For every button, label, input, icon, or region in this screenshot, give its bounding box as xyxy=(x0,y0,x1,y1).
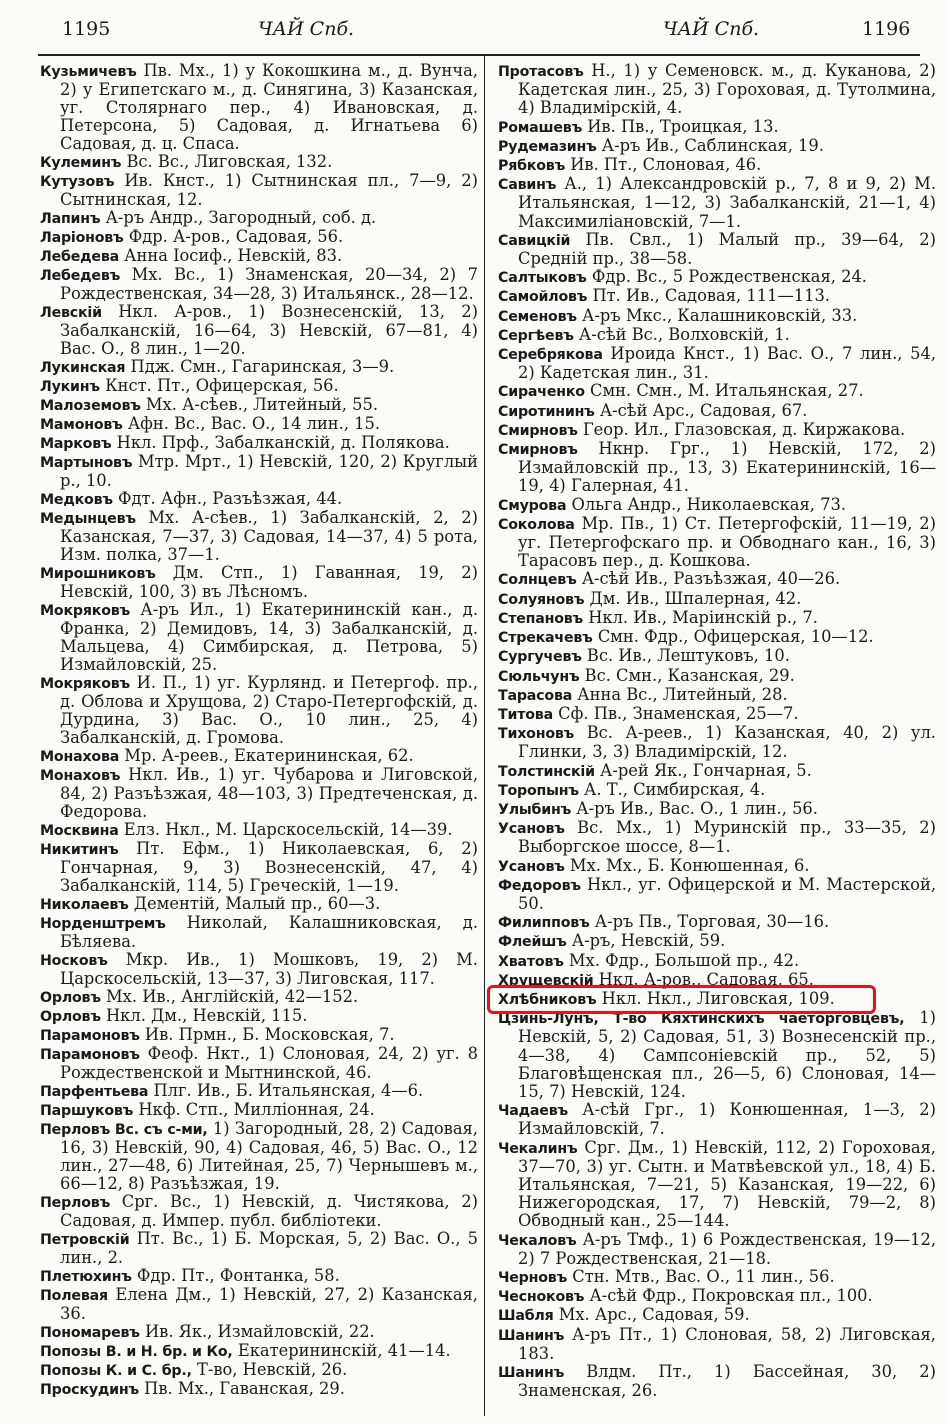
entry-address: А-сѣй Фдр., Покровская пл., 100. xyxy=(589,1286,873,1306)
column-divider xyxy=(484,56,485,1416)
entry-name: Улыбинъ xyxy=(498,801,572,818)
directory-entry xyxy=(498,667,936,686)
entry-name: Шабля xyxy=(498,1308,554,1325)
directory-entry xyxy=(498,876,936,913)
left-running-title: ЧАЙ Спб. xyxy=(258,18,355,40)
directory-entry xyxy=(40,303,478,358)
entry-address: Мх. Ив., Англійскій, 42—152. xyxy=(105,987,359,1006)
directory-entry xyxy=(40,415,478,434)
entry-name: Ромашевъ xyxy=(498,119,583,136)
directory-entry xyxy=(498,1268,936,1287)
entry-address: Нкл. Ив., 1) уг. Чубарова и Лиговской, 84, 2) Разъѣзжая, 48—103, 3) Предтеченская, д. Федорова. xyxy=(60,765,478,821)
entry-address: Пдж. Смн., Гагаринская, 3—9. xyxy=(130,357,395,376)
entry-name: Самойловъ xyxy=(498,289,588,306)
directory-entry xyxy=(40,1101,478,1120)
entry-address: Пт. Вс., 1) Б. Морская, 5, 2) Вас. О., 5 лин., 2. xyxy=(60,1229,478,1267)
directory-entry xyxy=(498,1101,936,1138)
directory-entry xyxy=(498,1363,936,1400)
entry-address: Ив. Прмн., Б. Московская, 7. xyxy=(144,1025,395,1044)
entry-address: А-сѣй Арс., Садовая, 67. xyxy=(599,400,808,420)
entry-name: Федоровъ xyxy=(498,877,581,894)
directory-entry xyxy=(498,156,936,175)
entry-address: А-ръ Ив., Вас. О., 1 лин., 56. xyxy=(576,798,818,818)
entry-name: Лукинъ xyxy=(40,379,100,395)
entry-address: А-сѣй Ив., Разъѣзжая, 40—26. xyxy=(581,569,841,589)
entry-address: Нкл. А-ров., 1) Вознесенскій, 13, 2) Забалканскій, 16—64, 3) Невскій, 67—81, 4) Вас. О., 8 лин., 1—20. xyxy=(60,302,478,358)
entry-address: Фдт. Афн., Разъѣзжая, 44. xyxy=(118,489,343,508)
entry-name: Рябковъ xyxy=(498,158,566,175)
entry-name: Смирновъ xyxy=(498,442,578,459)
entry-address: А. Т., Симбирская, 4. xyxy=(584,779,766,799)
directory-entry xyxy=(498,819,936,856)
entry-address: Вс. А-реев., 1) Казанская, 40, 2) ул. Глинки, 3, 3) Владимірскій, 12. xyxy=(518,723,936,762)
entry-address: Фдр. А-ров., Садовая, 56. xyxy=(128,227,344,246)
right-column xyxy=(498,62,936,1400)
entry-name: Филипповъ xyxy=(498,915,590,932)
directory-entry xyxy=(40,1193,478,1230)
entry-name: Чекалинъ xyxy=(498,1140,578,1157)
entry-name: Медковъ xyxy=(40,492,113,508)
directory-entry xyxy=(40,247,478,266)
entry-address: Влдм. Пт., 1) Бассейная, 30, 2) Знаменская, 26. xyxy=(518,1362,936,1401)
entry-name: Лебедева xyxy=(40,249,119,265)
entry-name: Сергѣевъ xyxy=(498,327,574,344)
entry-address: Н., 1) у Семеновск. м., д. Куканова, 2) Кадетская лин., 25, 3) Гороховая, д. Тутолмина, 4) Владимірскій, 4. xyxy=(518,61,936,118)
entry-name: Монахова xyxy=(40,749,120,765)
directory-entry xyxy=(498,268,936,287)
entry-name: Носковъ xyxy=(40,953,108,969)
entry-address: Нкл. Нкл., Лиговская, 109. xyxy=(601,988,835,1008)
entry-address: И. П., 1) уг. Курлянд. и Петергоф. пр., д. Облова и Хрущова, 2) Старо-Петергофскій, д. Дурдина, 3) Вас. О., 10 лин., 25, 4) Забалканскій, д. Громова. xyxy=(60,673,478,747)
entry-address: Николай, Калашниковская, д. Бѣляева. xyxy=(60,913,478,951)
entry-address: А-ръ Пв., Торговая, 30—16. xyxy=(594,912,830,932)
directory-entry xyxy=(40,821,478,840)
entry-name: Попозы В. и Н. бр. и Ко, xyxy=(40,1344,233,1360)
directory-entry xyxy=(498,724,936,761)
entry-name: Марковъ xyxy=(40,436,112,452)
entry-name: Степановъ xyxy=(498,610,584,627)
directory-entry xyxy=(40,1267,478,1286)
entry-address: Феоф. Нкт., 1) Слоновая, 24, 2) уг. 8 Рождественской и Мытнинской, 46. xyxy=(60,1044,478,1082)
entry-name: Левскій xyxy=(40,305,102,321)
entry-name: Мирошниковъ xyxy=(40,566,156,582)
entry-name: Савинъ xyxy=(498,177,557,194)
entry-name: Москвина xyxy=(40,823,119,839)
entry-address: Дм. Стп., 1) Гаванная, 19, 2) Невскій, 100, 3) въ Лѣсномъ. xyxy=(60,563,478,601)
directory-entry xyxy=(40,895,478,914)
directory-entry xyxy=(40,1007,478,1026)
entry-name: Хрущевскій xyxy=(498,972,594,989)
highlight-box xyxy=(487,985,876,1014)
entry-name: Черновъ xyxy=(498,1270,568,1286)
directory-entry xyxy=(40,766,478,821)
entry-name: Хватовъ xyxy=(498,953,564,970)
directory-entry xyxy=(498,781,936,800)
left-column xyxy=(40,62,478,1399)
right-running-title: ЧАЙ Спб. xyxy=(663,18,760,40)
entry-name: Петровскій xyxy=(40,1232,130,1248)
entry-name: Чесноковъ xyxy=(498,1289,585,1306)
entry-name: Серебрякова xyxy=(498,347,603,364)
directory-entry xyxy=(498,175,936,231)
entry-name: Николаевъ xyxy=(40,897,129,913)
directory-entry xyxy=(40,377,478,396)
page-header xyxy=(0,14,949,44)
entry-name: Паршуковъ xyxy=(40,1103,134,1119)
directory-entry xyxy=(498,118,936,137)
entry-address: Геор. Ил., Глазовская, д. Киржакова. xyxy=(582,419,906,439)
entry-name: Хлѣбниковъ xyxy=(498,991,597,1008)
entry-name: Сургучевъ xyxy=(498,649,582,666)
entry-name: Сираченко xyxy=(498,384,585,401)
entry-name: Семеновъ xyxy=(498,308,577,325)
entry-address: Срг. Вс., 1) Невскій, д. Чистякова, 2) Садовая, д. Импер. публ. библіотеки. xyxy=(60,1192,478,1230)
entry-address: Пт. Ефм., 1) Николаевская, 6, 2) Гончарная, 9, 3) Вознесенскій, 47, 4) Забалканскій, 114, 5) Греческій, 1—19. xyxy=(60,839,478,895)
entry-name: Титова xyxy=(498,706,553,723)
directory-entry xyxy=(40,1082,478,1101)
entry-name: Тихоновъ xyxy=(498,726,575,743)
directory-entry xyxy=(498,1009,936,1101)
entry-name: Тарасова xyxy=(498,687,573,704)
entry-name: Парамоновъ xyxy=(40,1047,140,1063)
directory-entry xyxy=(40,1120,478,1193)
directory-entry xyxy=(498,402,936,421)
directory-entry xyxy=(498,1306,936,1325)
directory-entry xyxy=(498,1139,936,1231)
entry-address: А-рей Як., Гончарная, 5. xyxy=(600,760,812,780)
directory-entry xyxy=(40,840,478,895)
directory-entry xyxy=(498,231,936,268)
entry-name: Мамоновъ xyxy=(40,417,123,433)
entry-name: Пономаревъ xyxy=(40,1325,140,1341)
directory-entry xyxy=(40,153,478,172)
directory-entry xyxy=(498,857,936,876)
entry-name: Плетюхинъ xyxy=(40,1269,132,1285)
entry-address: Нкл. Прф., Забалканскій, д. Полякова. xyxy=(116,433,450,452)
entry-name: Попозы К. и С. бр., xyxy=(40,1363,192,1379)
directory-entry xyxy=(498,628,936,647)
directory-entry xyxy=(498,1231,936,1268)
entry-address: А-ръ Пт., 1) Слоновая, 58, 2) Лиговская, 183. xyxy=(518,1324,936,1363)
entry-address: Пв. Мх., Гаванская, 29. xyxy=(144,1379,345,1398)
directory-entry xyxy=(40,988,478,1007)
entry-name: Усановъ xyxy=(498,821,565,838)
entry-address: А-сѣй Вс., Волховскій, 1. xyxy=(578,324,790,344)
directory-entry xyxy=(498,952,936,971)
directory-entry xyxy=(498,1326,936,1363)
entry-address: Плг. Ив., Б. Итальянская, 4—6. xyxy=(153,1081,424,1100)
entry-name: Орловъ xyxy=(40,990,101,1006)
entry-name: Кузьмичевъ xyxy=(40,64,137,80)
entry-address: Елз. Нкл., М. Царскосельскій, 14—39. xyxy=(123,820,453,839)
entry-name: Лукинская xyxy=(40,360,126,376)
entry-name: Толстинскій xyxy=(498,763,595,780)
entry-address: Нкф. Стп., Милліонная, 24. xyxy=(138,1100,375,1119)
entry-name: Малоземовъ xyxy=(40,398,141,414)
directory-entry xyxy=(40,62,478,153)
entry-address: А-ръ Тмф., 1) 6 Рождественская, 19—12, 2) 7 Рождественская, 21—18. xyxy=(518,1229,936,1268)
entry-name: Шанинъ xyxy=(498,1327,565,1344)
entry-name: Никитинъ xyxy=(40,842,119,858)
entry-address: Мх. Фдр., Большой пр., 42. xyxy=(568,950,800,970)
directory-entry xyxy=(40,358,478,377)
entry-address: Мкр. Ив., 1) Мошковъ, 19, 2) М. Царскосельскій, 13—37, 3) Лиговская, 117. xyxy=(60,950,478,988)
entry-name: Лапинъ xyxy=(40,211,101,227)
entry-address: Елена Дм., 1) Невскій, 27, 2) Казанская, 36. xyxy=(60,1285,478,1323)
entry-name: Сиротининъ xyxy=(498,403,595,420)
entry-name: Усановъ xyxy=(498,858,565,875)
entry-name: Проскудинъ xyxy=(40,1382,139,1398)
directory-entry xyxy=(40,396,478,415)
entry-address: Дм. Ив., Шпалерная, 42. xyxy=(589,588,802,608)
entry-address: Нкл. А-ров., Садовая, 65. xyxy=(598,969,814,989)
entry-address: Фдр. Вс., 5 Рождественская, 24. xyxy=(591,267,867,287)
entry-address: Т-во, Невскій, 26. xyxy=(196,1360,348,1379)
entry-address: Сф. Пв., Знаменская, 25—7. xyxy=(558,703,799,723)
entry-name: Шанинъ xyxy=(498,1365,565,1382)
entry-address: Стн. Мтв., Вас. О., 11 лин., 56. xyxy=(572,1267,835,1286)
entry-address: А-сѣй Грг., 1) Конюшенная, 1—3, 2) Измайловскій, 7. xyxy=(518,1100,936,1139)
directory-entry xyxy=(498,686,936,705)
entry-address: Ольга Андр., Николаевская, 73. xyxy=(571,494,847,514)
entry-name: Смирновъ xyxy=(498,422,578,439)
directory-entry xyxy=(498,1287,936,1306)
entry-address: Мх. А-сѣев., Литейный, 55. xyxy=(145,395,379,414)
entry-address: Анна Вс., Литейный, 28. xyxy=(577,684,788,704)
directory-entry xyxy=(498,307,936,326)
entry-address: Екатерининскій, 41—14. xyxy=(237,1341,451,1360)
directory-entry xyxy=(40,1323,478,1342)
directory-entry xyxy=(498,609,936,628)
directory-entry xyxy=(40,564,478,601)
header-rule xyxy=(38,54,920,56)
entry-address: Ив. Як., Измайловскій, 22. xyxy=(144,1322,375,1341)
entry-address: А-ръ Ив., Саблинская, 19. xyxy=(601,135,824,155)
entry-name: Перловъ xyxy=(40,1195,111,1211)
directory-entry xyxy=(498,382,936,401)
entry-name: Соколова xyxy=(498,516,575,533)
entry-address: А-ръ Мкс., Калашниковскій, 33. xyxy=(582,305,858,325)
entry-name: Сюльчунъ xyxy=(498,668,580,685)
directory-entry xyxy=(40,1045,478,1082)
entry-name: Кулеминъ xyxy=(40,155,122,171)
entry-address: Смн. Смн., М. Итальянская, 27. xyxy=(590,381,864,401)
entry-name: Перловъ Вс. съ с-ми, xyxy=(40,1122,208,1138)
entry-address: Мр. Пв., 1) Ст. Петергофскій, 11—19, 2) уг. Петергофскаго пр. и Обводнаго кан., 16, 3) Тарасовъ пер., д. Кошкова. xyxy=(518,513,936,571)
entry-address: Вс. Ив., Лештуковъ, 10. xyxy=(586,646,790,666)
entry-name: Мокряковъ xyxy=(40,603,130,619)
entry-name: Мартыновъ xyxy=(40,455,133,471)
entry-name: Мокряковъ xyxy=(40,676,130,692)
entry-name: Чадаевъ xyxy=(498,1103,568,1120)
entry-address: Анна Іосиф., Невскій, 83. xyxy=(124,246,343,265)
entry-name: Смурова xyxy=(498,497,567,514)
entry-address: Фдр. Пт., Фонтанка, 58. xyxy=(136,1266,340,1285)
entry-name: Ларіоновъ xyxy=(40,230,124,246)
entry-address: Нкл., уг. Офицерской и М. Мастерской, 50. xyxy=(518,874,936,913)
entry-address: Мр. А-реев., Екатерининская, 62. xyxy=(124,746,414,765)
entry-address: Кнст. Пт., Офицерская, 56. xyxy=(105,376,339,395)
entry-name: Парфентьева xyxy=(40,1084,149,1100)
directory-entry xyxy=(40,490,478,509)
entry-address: Смн. Фдр., Офицерская, 10—12. xyxy=(597,627,874,647)
directory-entry xyxy=(40,1380,478,1399)
directory-entry xyxy=(40,674,478,747)
entry-name: Медынцевъ xyxy=(40,511,136,527)
entry-address: Срг. Дм., 1) Невскій, 112, 2) Гороховая, 37—70, 3) уг. Сытн. и Матвѣевской ул., 18, 4) Б. Итальянская, 7—21, 5) Казанская, 19—22, 6) Нижегородская, 17, 7) Невскій, 79—2, 8) Обводный кан., 25—144. xyxy=(518,1137,936,1231)
directory-entry xyxy=(40,434,478,453)
entry-address: Мтр. Мрт., 1) Невскій, 120, 2) Круглый р., 10. xyxy=(60,452,478,490)
entry-address: А-ръ Ил., 1) Екатерининскій кан., д. Франка, 2) Демидовъ, 14, 3) Забалканскій, д. Мальцева, 4) Симбирская, д. Петрова, 5) Измайловскій, 25. xyxy=(60,600,478,674)
directory-entry xyxy=(40,747,478,766)
directory-entry xyxy=(40,951,478,988)
entry-address: Вс. Мх., 1) Муринскій пр., 33—35, 2) Выборгское шоссе, 8—1. xyxy=(518,818,936,857)
directory-entry xyxy=(498,570,936,589)
directory-entry xyxy=(498,762,936,781)
directory-entry xyxy=(40,509,478,564)
directory-entry xyxy=(40,1026,478,1045)
entry-name: Норденштремъ xyxy=(40,916,166,932)
entry-address: Пв. Мх., 1) у Кокошкина м., д. Вунча, 2) у Египетскаго м., д. Синягина, 3) Казанская, уг. Столярнаго пер., 4) Ивановская, д. Петерсона, 5) Садовая, д. Игнатьева 6) Садовая, д. ц. Спаса. xyxy=(60,61,478,153)
entry-name: Протасовъ xyxy=(498,64,584,80)
entry-address: Нкнр. Грг., 1) Невскій, 172, 2) Измайловскій пр., 13, 3) Екатерининскій, 16—19, 4) Галерная, 41. xyxy=(518,439,936,496)
entry-name: Цзинь-Лунъ, Т-во Кяхтинскихъ чаеторговцевъ, xyxy=(498,1011,905,1028)
directory-entry xyxy=(498,800,936,819)
left-page-number: 1195 xyxy=(62,18,111,40)
directory-entry xyxy=(498,137,936,156)
directory-entry xyxy=(40,209,478,228)
entry-address: Пт. Ив., Садовая, 111—113. xyxy=(592,286,830,306)
entry-name: Рудемазинъ xyxy=(498,138,597,155)
directory-entry xyxy=(498,515,936,571)
directory-entry xyxy=(40,172,478,209)
entry-address: Ив. Кнст., 1) Сытнинская пл., 7—9, 2) Сытнинская, 12. xyxy=(60,171,478,209)
directory-entry xyxy=(498,440,936,496)
directory-entry xyxy=(40,1342,478,1361)
entry-address: Мх. Арс., Садовая, 59. xyxy=(558,1305,750,1325)
entry-name: Флейшъ xyxy=(498,934,567,951)
entry-address: 1) Невскій, 5, 2) Садовая, 51, 3) Вознесенскій пр., 4—38, 4) Сампсоніевскій пр., 52, 5) Благовѣщенская пл., 26—5, 6) Слоновая, 14—15, 7) Невскій, 124. xyxy=(518,1008,936,1101)
directory-entry xyxy=(40,228,478,247)
directory-entry xyxy=(40,1361,478,1380)
directory-entry xyxy=(498,62,936,118)
entry-address: Ироида Кнст., 1) Вас. О., 7 лин., 54, 2) Кадетская лин., 31. xyxy=(518,344,936,383)
directory-entry xyxy=(498,705,936,724)
entry-name: Чекаловъ xyxy=(498,1232,577,1249)
entry-name: Солуяновъ xyxy=(498,591,585,608)
directory-entry xyxy=(40,453,478,490)
directory-entry xyxy=(40,1286,478,1323)
entry-name: Монаховъ xyxy=(40,768,121,784)
entry-name: Салтыковъ xyxy=(498,270,587,287)
directory-entry xyxy=(40,266,478,303)
directory-entry xyxy=(498,913,936,932)
entry-name: Полевая xyxy=(40,1288,108,1304)
entry-address: Дементій, Малый пр., 60—3. xyxy=(133,894,381,913)
entry-name: Орловъ xyxy=(40,1009,101,1025)
directory-entry xyxy=(498,345,936,382)
entry-address: А., 1) Александровскій р., 7, 8 и 9, 2) М. Итальянская, 1—12, 3) Забалканскій, 21—1, 4) Максимиліановскій, 7—1. xyxy=(518,174,936,231)
entry-name: Торопынъ xyxy=(498,782,579,799)
directory-entry xyxy=(40,1230,478,1267)
entry-address: А-ръ, Невскій, 59. xyxy=(571,931,726,951)
directory-entry xyxy=(40,914,478,951)
directory-entry xyxy=(498,496,936,515)
entry-address: Мх. А-сѣев., 1) Забалканскій, 2, 2) Казанская, 7—37, 3) Садовая, 14—37, 4) 5 рота, Изм. полка, 37—1. xyxy=(60,508,478,564)
directory-entry xyxy=(498,421,936,440)
directory-entry xyxy=(498,590,936,609)
entry-name: Кутузовъ xyxy=(40,174,115,190)
directory-entry xyxy=(498,287,936,306)
entry-address: Вс. Вс., Лиговская, 132. xyxy=(126,152,333,171)
entry-name: Стрекачевъ xyxy=(498,630,593,647)
entry-address: Мх. Мх., Б. Конюшенная, 6. xyxy=(569,855,810,875)
entry-address: Нкл. Дм., Невскій, 115. xyxy=(105,1006,308,1025)
right-page-number: 1196 xyxy=(862,18,911,40)
entry-address: Ив. Пт., Слоновая, 46. xyxy=(570,155,762,175)
entry-name: Солнцевъ xyxy=(498,572,577,589)
directory-entry xyxy=(498,932,936,951)
entry-address: Пв. Свл., 1) Малый пр., 39—64, 2) Средній пр., 38—58. xyxy=(518,229,936,269)
entry-address: Нкл. Ив., Маріинскій р., 7. xyxy=(588,607,818,627)
entry-name: Парамоновъ xyxy=(40,1028,140,1044)
entry-name: Савицкій xyxy=(498,232,571,249)
directory-entry xyxy=(498,326,936,345)
directory-entry xyxy=(498,647,936,666)
entry-name: Лебедевъ xyxy=(40,268,121,284)
entry-address: Вс. Смн., Казанская, 29. xyxy=(584,665,795,685)
entry-address: Афн. Вс., Вас. О., 14 лин., 15. xyxy=(127,414,381,433)
entry-address: А-ръ Андр., Загородный, соб. д. xyxy=(105,208,377,227)
entry-address: Мх. Вс., 1) Знаменская, 20—34, 2) 7 Рождественская, 34—28, 3) Итальянск., 28—12. xyxy=(60,265,478,303)
directory-entry xyxy=(40,601,478,674)
entry-address: Ив. Пв., Троицкая, 13. xyxy=(587,116,779,136)
entry-address: 1) Загородный, 28, 2) Садовая, 16, 3) Невскій, 90, 4) Садовая, 46, 5) Вас. О., 12 лин., 27—48, 6) Литейная, 25, 7) Чернышевъ м., 66—12, 8) Разъѣзжая, 19. xyxy=(60,1119,478,1193)
